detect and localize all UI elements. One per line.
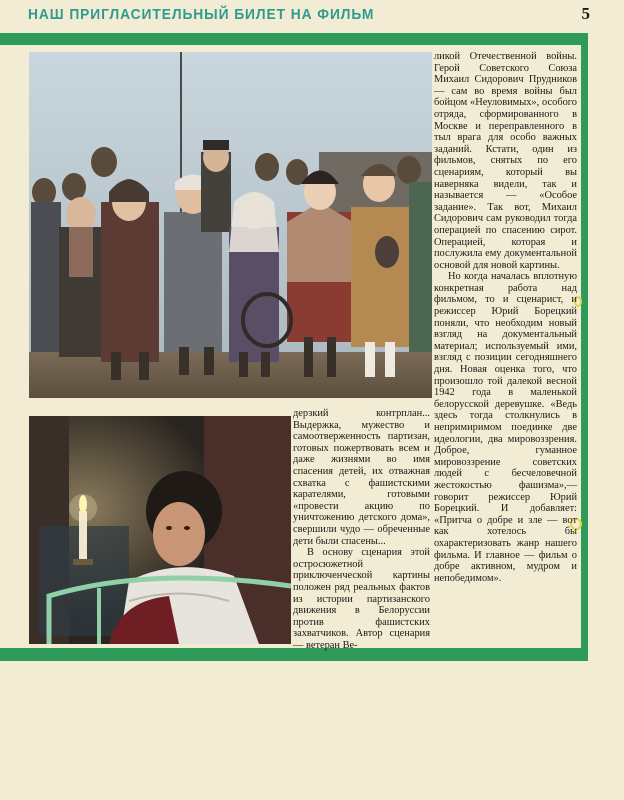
article-paragraph: дерзкий контрплан... Выдержка, мужество и самоотверженность партизан, готовых пожертвовать всем и даже жизнями во имя спасения детей, их отважная схватка с фашистскими карателями, готовыми «провести акцию по уничтожению детского дома», свершили чудо — обреченные дети были спасены... [293,408,430,547]
children-group-photo [29,52,432,398]
article-paragraph: ликой Отечественной войны. Герой Советского Союза Михаил Сидорович Прудников — сам во время войны был бойцом «Неуловимых», особого отряда, сформированного в Москве и переправленного в тыл врага для особо важных заданий. Кстати, один из фильмов, снятых по его сценариям, который вы наверняка видели, так и называется — «Особое задание». Так вот, Михаил Сидорович сам руководил тогда операцией по спасению сирот. Операцией, которая и послужила ему документальной основой для новой картины. [434,51,577,271]
boy-candle-photo [29,416,291,644]
green-frame-top [0,33,588,45]
page-number: 5 [581,4,590,23]
article-column-right [434,51,577,584]
section-title: НАШ ПРИГЛАСИТЕЛЬНЫЙ БИЛЕТ НА ФИЛЬМ [28,6,375,23]
article-paragraph: Но когда началась вплотную конкретная работа над фильмом, то и сценарист, и режиссер Юрий Борецкий поняли, что необходим новый взгляд на документальный материал; используемый ими, взгляд с позиции сегодняшнего дня. Новая оценка того, что произошло той далекой весной 1942 года в маленькой белорусской деревушке. «Ведь здесь тогда столкнулись в непримиримом поединке две идеологии, два мировоззрения. Доброе, гуманное мировоззрение советских людей с бесчеловечной жестокостью фашизма»,— говорит режиссер Юрий Борецкий. И добавляет: «Притча о добре и зле — вот как хотелось бы охарактеризовать жанр нашего фильма. И главное — фильм о добре активном, мудром и непобедимом». [434,271,577,584]
article-column-bottom [293,408,430,651]
header-bar [0,0,624,30]
article-paragraph: В основу сценария этой остросюжетной приключенческой картины положен ряд реальных фактов из истории партизанского движения в Белоруссии против фашистских захватчиков. Автор сценария — ветеран Ве- [293,547,430,651]
green-frame-right [581,33,588,661]
